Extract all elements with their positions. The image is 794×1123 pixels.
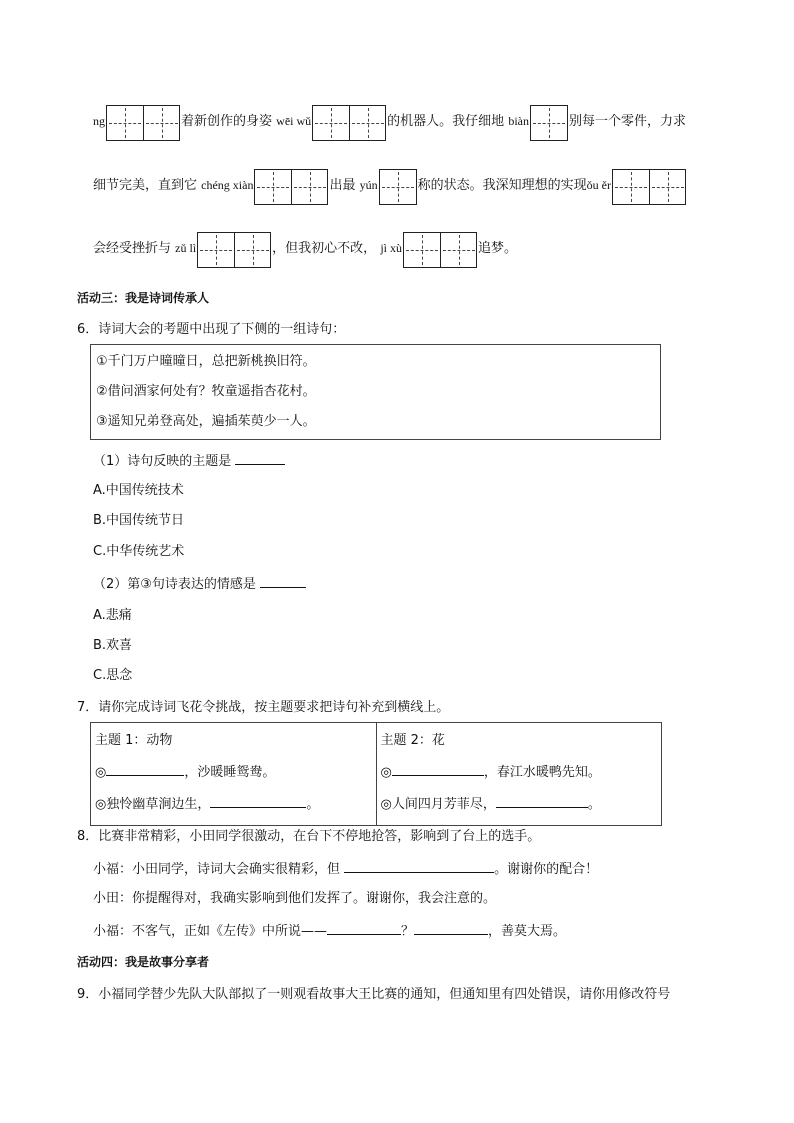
poem-line: ①千门万户曈曈日，总把新桃换旧符。 [96,354,316,369]
tianzige-box[interactable] [403,232,477,268]
paragraph-text: 着新创作的身姿 [181,114,273,129]
answer-blank[interactable] [414,920,488,935]
pinyin-line-3 [93,229,517,268]
theme-2-cell [376,723,662,826]
paragraph-text: 的机器人。我仔细地 [387,114,505,129]
option-a[interactable]: A.悲痛 [93,608,132,623]
paragraph-text: 追梦。 [477,241,517,256]
theme-title: 主题 2：花 [380,733,445,748]
tianzige-box[interactable] [106,105,180,141]
tianzige-box[interactable] [197,232,271,268]
pinyin-label: wēi wǔ [276,114,312,128]
dialogue-line: 小田：你提醒得对，我确实影响到他们发挥了。谢谢你，我会注意的。 [93,891,497,906]
answer-blank[interactable] [496,793,588,808]
theme-title: 主题 1：动物 [95,733,173,748]
poem-line: ②借问酒家何处有？牧童遥指杏花村。 [96,384,316,399]
paragraph-text: 称的状态。我深知理想的实现 [417,178,587,193]
section-heading: 活动三：我是诗词传承人 [77,291,210,305]
tianzige-box[interactable] [612,169,686,205]
answer-blank[interactable] [327,920,401,935]
theme-1-cell [91,723,377,826]
answer-blank[interactable] [392,761,484,776]
feihualing-table [90,722,662,826]
section-heading: 活动四：我是故事分享者 [77,955,210,969]
dialogue-line: 小福：小田同学，诗词大会确实很精彩，但 。谢谢你的配合！ [93,858,598,880]
pinyin-fragment: ng [93,114,105,128]
paragraph-text: 细节完美，直到它 [93,178,198,193]
verse-line: ◎ ，春江水暖鸭先知。 [381,761,658,783]
answer-blank[interactable] [344,858,494,873]
paragraph-text: 别每一个零件，力求 [568,114,686,129]
tianzige-box[interactable] [254,169,328,205]
verse-line: ◎ ，沙暖睡鸳鸯。 [95,761,372,783]
paragraph-text: 会经受挫折与 [93,241,172,256]
poem-line: ③遥知兄弟登高处，遍插茱萸少一人。 [96,414,316,429]
answer-blank[interactable] [210,793,306,808]
tianzige-box[interactable] [379,169,417,205]
verse-line: ◎独怜幽草涧边生， 。 [95,793,372,815]
sub-question-text: （1）诗句反映的主题是 [93,454,232,469]
question-8-stem: 8．比赛非常精彩，小田同学很激动，在台下不停地抢答，影响到了台上的选手。 [77,829,541,844]
poem-box [90,344,661,440]
verse-line: ◎人间四月芳菲尽， 。 [381,793,658,815]
pinyin-label: zǔ lì [175,241,197,255]
question-6-stem: 6．诗词大会的考题中出现了下侧的一组诗句： [77,322,346,337]
question-7-stem: 7．请你完成诗词飞花令挑战，按主题要求把诗句补充到横线上。 [77,700,450,715]
pinyin-line-2 [93,166,687,205]
pinyin-line-1 [93,102,686,141]
option-c[interactable]: C.中华传统艺术 [93,544,185,559]
question-6-sub1 [93,450,285,472]
question-9-stem: 9．小福同学替少先队大队部拟了一则观看故事大王比赛的通知，但通知里有四处错误，请你用修改符号 [77,987,671,1002]
paragraph-text: ，但我初心不改， [272,241,377,256]
pinyin-label: ǒu ěr [586,178,611,192]
option-c[interactable]: C.思念 [93,668,133,683]
answer-blank[interactable] [260,573,306,588]
paragraph-text: 出最 [329,178,356,193]
dialogue-line: 小福：不客气，正如《左传》中所说—— ？ ，善莫大焉。 [93,920,566,942]
pinyin-label: chéng xiàn [201,178,254,192]
tianzige-box[interactable] [312,105,386,141]
pinyin-label: yún [359,178,378,192]
sub-question-text: （2）第③句诗表达的情感是 [93,577,256,592]
answer-blank[interactable] [106,761,184,776]
question-6-sub2 [93,573,306,595]
tianzige-box[interactable] [530,105,568,141]
answer-blank[interactable] [235,450,285,465]
pinyin-label: biàn [508,114,529,128]
option-b[interactable]: B.欢喜 [93,638,133,653]
option-a[interactable]: A.中国传统技术 [93,483,184,498]
option-b[interactable]: B.中国传统节日 [93,513,185,528]
pinyin-label: jì xù [380,241,402,255]
